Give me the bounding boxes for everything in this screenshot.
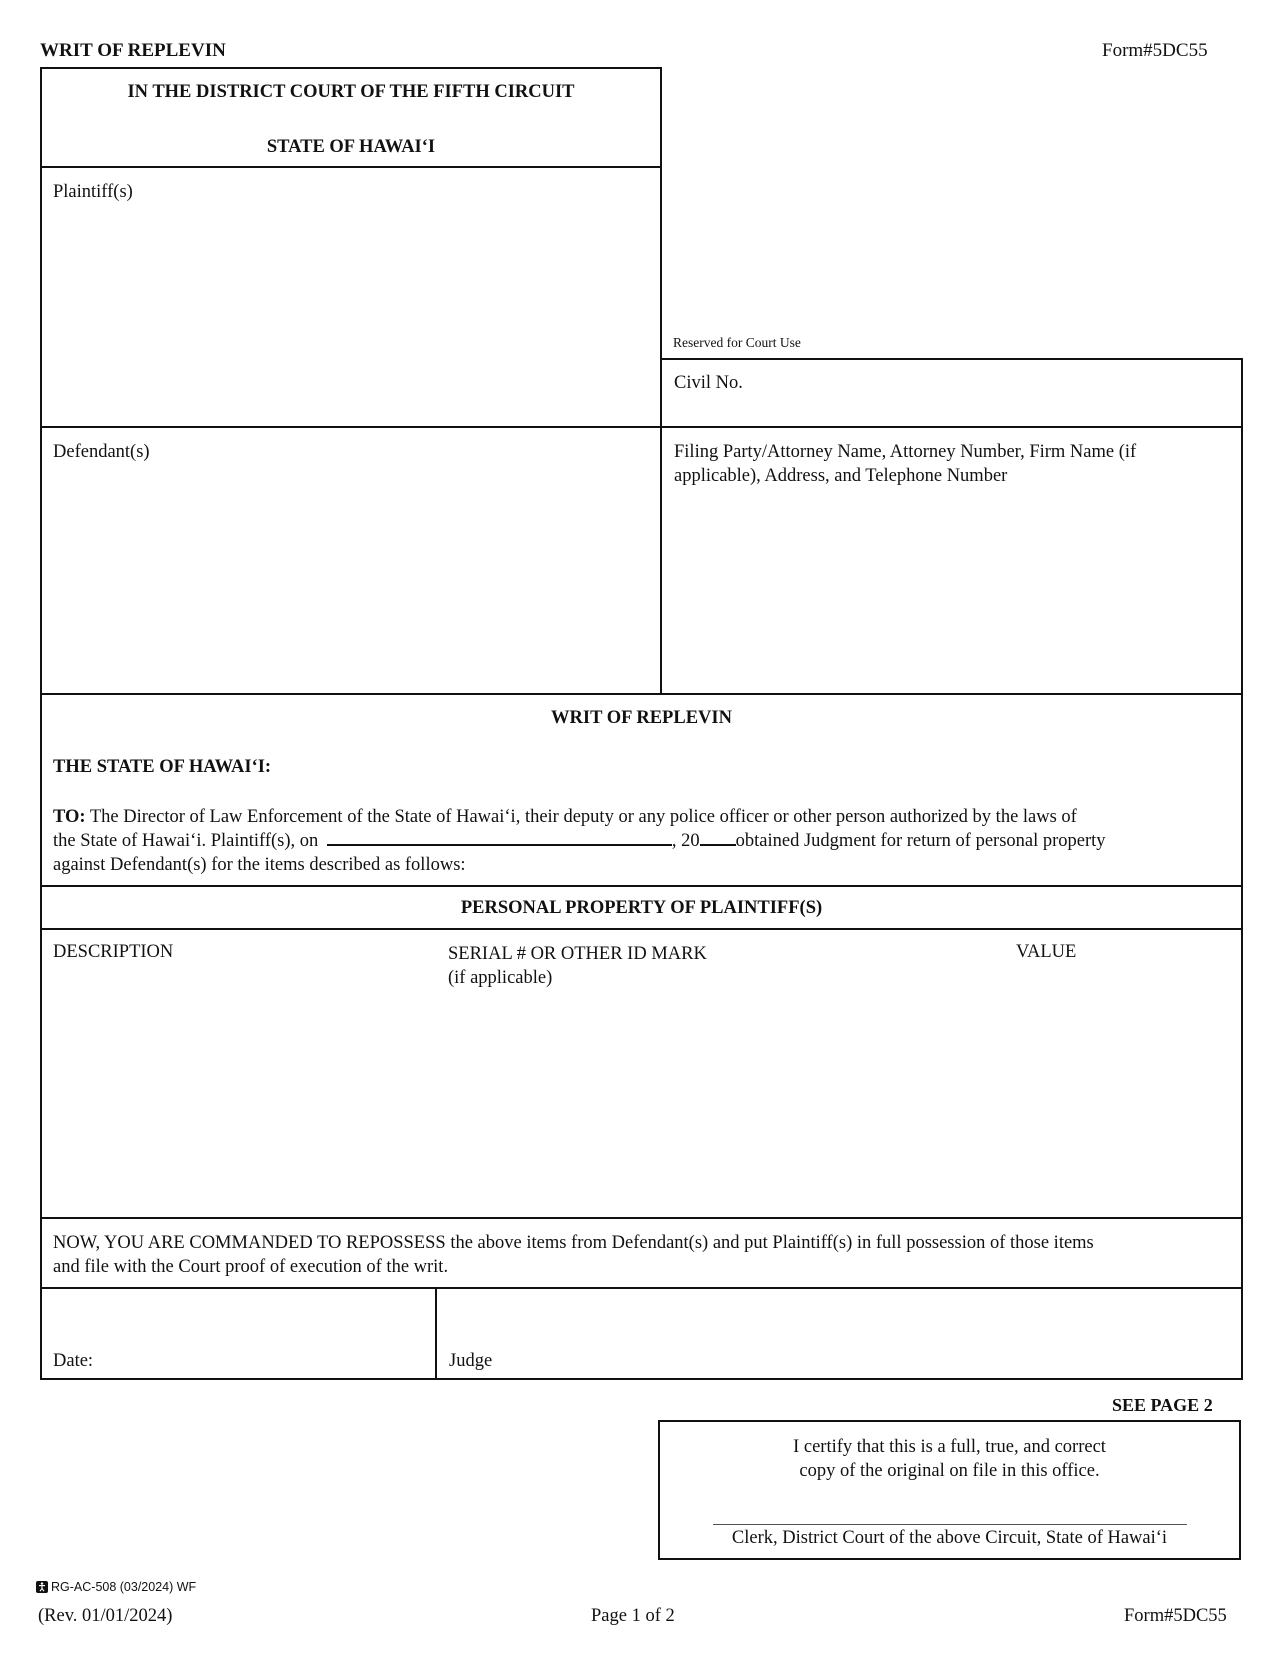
writ-section (40, 693, 1243, 887)
writ-line-1: The Director of Law Enforcement of the State of Hawai‘i, their deputy or any police officer or other person authorized by the laws of (89, 807, 1077, 827)
certification-box (658, 1420, 1241, 1560)
col-description: DESCRIPTION (53, 942, 174, 962)
filing-party-box[interactable] (660, 426, 1243, 695)
court-name: IN THE DISTRICT COURT OF THE FIFTH CIRCUIT (127, 82, 575, 102)
writ-body (53, 805, 1238, 877)
command-line-2: and file with the Court proof of execution of the writ. (53, 1257, 449, 1277)
reserved-court-use-label: Reserved for Court Use (673, 335, 801, 350)
document-title: WRIT OF REPLEVIN (40, 40, 226, 61)
plaintiff-box[interactable] (40, 166, 662, 428)
certify-line-2: copy of the original on file in this office. (799, 1461, 1100, 1481)
writ-line-2a: the State of Hawai‘i. Plaintiff(s), on (53, 831, 319, 851)
command-line-1: the above items from Defendant(s) and put Plaintiff(s) in full possession of those items (450, 1233, 1094, 1253)
col-serial (448, 942, 707, 990)
judge-box[interactable] (435, 1287, 1243, 1380)
page-number: Page 1 of 2 (591, 1606, 675, 1626)
form-code (36, 1580, 196, 1594)
writ-title: WRIT OF REPLEVIN (551, 708, 732, 728)
col-serial-line-1: SERIAL # OR OTHER ID MARK (448, 944, 707, 964)
court-caption-box (40, 67, 662, 168)
writ-line-3: against Defendant(s) for the items described as follows: (53, 855, 466, 875)
to-label: TO: (53, 807, 86, 827)
writ-line-2b: , 20 (671, 831, 700, 851)
form-number-bottom: Form#5DC55 (1124, 1606, 1227, 1626)
filing-party-label (674, 440, 1234, 488)
filing-party-line-1: Filing Party/Attorney Name, Attorney Number, Firm Name (if (674, 442, 1137, 462)
judge-label: Judge (449, 1351, 493, 1371)
col-value: VALUE (1016, 942, 1077, 962)
clerk-label: Clerk, District Court of the above Circuit, State of Hawai‘i (731, 1528, 1168, 1548)
property-heading-box (40, 885, 1243, 930)
certify-text (660, 1435, 1239, 1483)
court-state: STATE OF HAWAI‘I (266, 137, 436, 157)
plaintiff-label: Plaintiff(s) (53, 182, 133, 202)
date-box[interactable] (40, 1287, 437, 1380)
filing-party-line-2: applicable), Address, and Telephone Number (674, 466, 1008, 486)
see-page-2: SEE PAGE 2 (1112, 1395, 1213, 1415)
form-code-text: RG-AC-508 (03/2024) WF (51, 1580, 197, 1594)
command-lead: NOW, YOU ARE COMMANDED TO REPOSSESS (53, 1233, 446, 1253)
state-heading: THE STATE OF HAWAI‘I: (53, 757, 272, 777)
clerk-signature-line[interactable] (713, 1524, 1187, 1525)
property-table[interactable] (40, 928, 1243, 1219)
defendant-box[interactable] (40, 426, 662, 695)
form-number-top: Form#5DC55 (1102, 40, 1208, 61)
civil-no-label: Civil No. (674, 373, 743, 393)
judgment-year-blank[interactable] (700, 829, 736, 846)
col-serial-line-2: (if applicable) (448, 968, 553, 988)
command-text (53, 1231, 1238, 1279)
certify-line-1: I certify that this is a full, true, and correct (793, 1437, 1106, 1457)
judgment-date-blank[interactable] (327, 829, 672, 846)
writ-line-2c: obtained Judgment for return of personal property (735, 831, 1106, 851)
property-heading: PERSONAL PROPERTY OF PLAINTIFF(S) (460, 898, 823, 918)
command-box (40, 1217, 1243, 1289)
defendant-label: Defendant(s) (53, 442, 150, 462)
revision-date: (Rev. 01/01/2024) (38, 1606, 173, 1626)
date-label: Date: (53, 1351, 94, 1371)
accessibility-icon (36, 1581, 48, 1593)
civil-no-box[interactable] (660, 358, 1243, 428)
